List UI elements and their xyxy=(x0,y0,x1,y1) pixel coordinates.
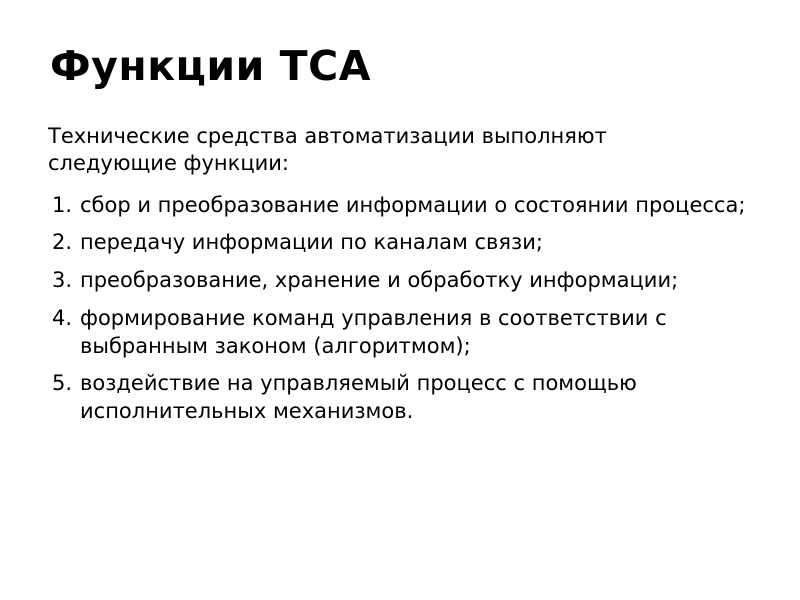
list-item xyxy=(46,305,754,360)
list-item-label: преобразование, хранение и обработку информации; xyxy=(80,268,679,293)
functions-list xyxy=(46,192,754,426)
list-item xyxy=(46,267,754,295)
list-item-number: 1. xyxy=(51,192,72,217)
list-item xyxy=(46,229,754,257)
list-item-label: формирование команд управления в соответствии с выбранным законом (алгоритмом); xyxy=(80,305,667,358)
list-item xyxy=(46,192,754,220)
list-item-number: 3. xyxy=(51,268,72,293)
intro-paragraph: Технические средства автоматизации выполняют следующие функции: xyxy=(48,124,607,176)
page-title: Функции ТСА xyxy=(50,42,371,90)
list-item-number: 4. xyxy=(51,305,72,330)
list-item-label: воздействие на управляемый процесс с помощью исполнительных механизмов. xyxy=(80,371,637,423)
list-item-number: 5. xyxy=(51,371,72,396)
list-item-number: 2. xyxy=(51,230,72,255)
list-item-label: сбор и преобразование информации о состоянии процесса; xyxy=(80,192,746,217)
list-item xyxy=(46,370,754,425)
list-item-label: передачу информации по каналам связи; xyxy=(80,230,543,255)
